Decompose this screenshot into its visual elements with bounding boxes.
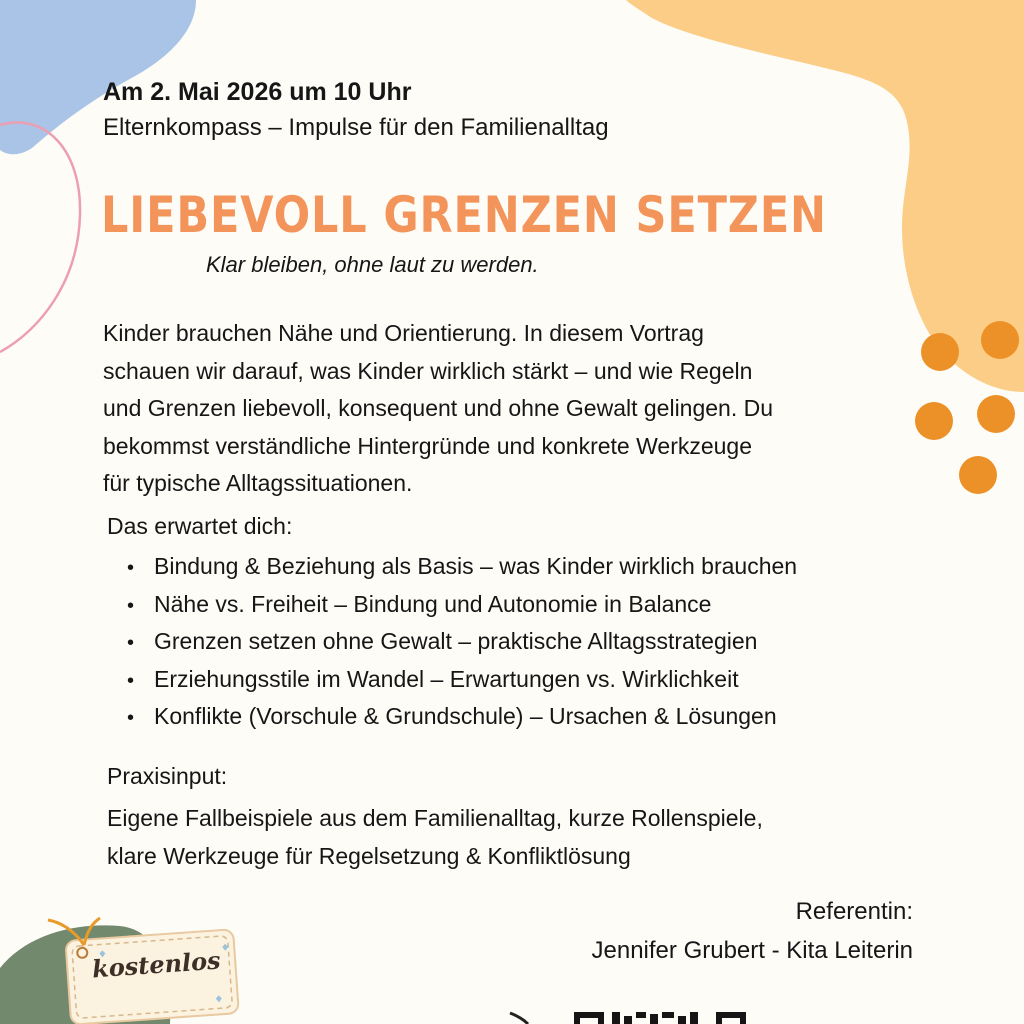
list-item: • Nähe vs. Freiheit – Bindung und Autonomie in Balance	[127, 586, 797, 624]
event-date-time: Am 2. Mai 2026 um 10 Uhr	[103, 78, 412, 106]
orange-dot	[977, 395, 1015, 433]
list-item: • Konflikte (Vorschule & Grundschule) – Ursachen & Lösungen	[127, 698, 797, 736]
intro-line: Kinder brauchen Nähe und Orientierung. In diesem Vortrag	[103, 320, 704, 346]
praxis-heading: Praxisinput:	[107, 763, 228, 789]
free-badge-label: kostenlos	[91, 945, 222, 984]
praxis-line: klare Werkzeuge für Regelsetzung & Konfliktlösung	[107, 842, 631, 869]
intro-line: schauen wir darauf, was Kinder wirklich stärkt – und wie Regeln	[103, 357, 753, 384]
intro-line: und Grenzen liebevoll, konsequent und ohne Gewalt gelingen. Du	[103, 395, 774, 421]
event-series-title: Elternkompass – Impulse für den Familienalltag	[103, 114, 609, 141]
orange-dot	[981, 321, 1019, 359]
speaker-name: Jennifer Grubert - Kita Leiterin	[591, 937, 913, 964]
orange-dot	[921, 333, 959, 371]
intro-line: bekommst verständliche Hintergründe und konkrete Werkzeuge	[103, 432, 753, 459]
speaker-label: Referentin:	[795, 898, 913, 925]
list-item: • Grenzen setzen ohne Gewalt – praktische Alltagsstrategien	[127, 623, 797, 661]
list-item: • Erziehungsstile im Wandel – Erwartungen vs. Wirklichkeit	[127, 661, 797, 699]
expectations-list	[127, 548, 797, 736]
intro-paragraph	[103, 315, 923, 503]
orange-dot	[959, 456, 997, 494]
praxis-paragraph	[107, 800, 763, 875]
pink-outline	[0, 122, 80, 352]
praxis-line: Eigene Fallbeispiele aus dem Familienalltag, kurze Rollenspiele,	[107, 805, 763, 831]
subtitle: Klar bleiben, ohne laut zu werden.	[206, 252, 539, 277]
list-item: • Bindung & Beziehung als Basis – was Kinder wirklich brauchen	[127, 548, 797, 586]
intro-line: für typische Alltagssituationen.	[103, 470, 413, 496]
arrow-stroke	[510, 1013, 528, 1024]
headline: LIEBEVOLL GRENZEN SETZEN	[101, 186, 827, 244]
qr-code	[574, 1012, 746, 1024]
expectations-heading: Das erwartet dich:	[107, 513, 293, 539]
